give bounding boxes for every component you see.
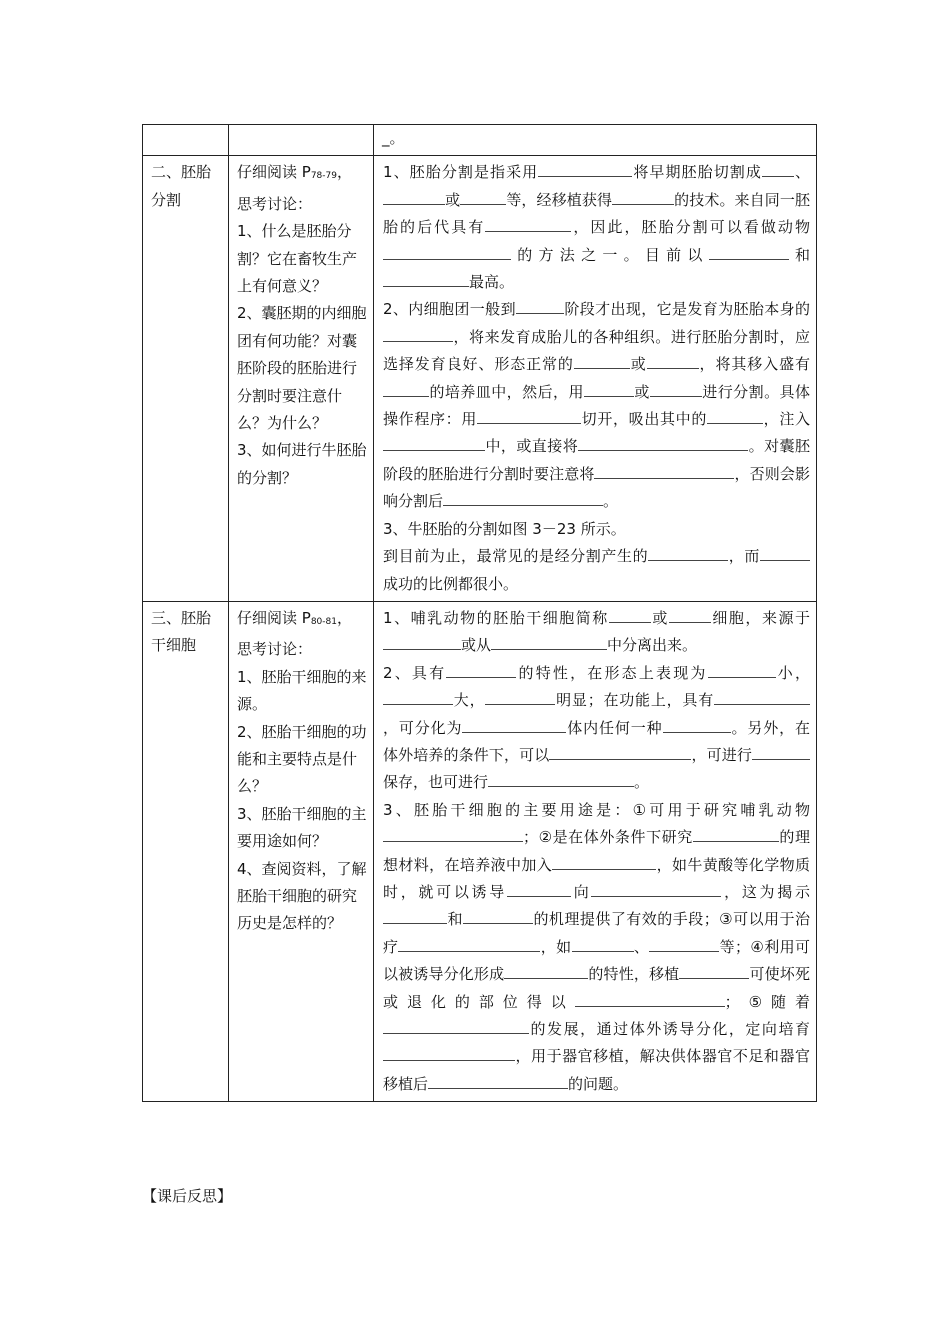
question-item: 4、查阅资料，了解胚胎干细胞的研究历史是怎样的？ bbox=[237, 859, 367, 933]
fill-blank[interactable] bbox=[647, 352, 699, 369]
fill-blank[interactable] bbox=[491, 633, 607, 650]
fill-blank[interactable] bbox=[507, 880, 571, 897]
worksheet-table bbox=[142, 124, 817, 1102]
fill-blank[interactable] bbox=[383, 1044, 515, 1061]
fill-blank[interactable] bbox=[485, 688, 555, 705]
fill-blank[interactable] bbox=[584, 380, 634, 397]
fill-blank[interactable] bbox=[383, 270, 469, 287]
fill-blank[interactable] bbox=[398, 935, 540, 952]
fill-blank[interactable] bbox=[383, 434, 485, 451]
answer-paragraph: 1、胚胎分割是指采用 将早期胚胎切割成 、或 等，经移植获得 的技术。来自同一胚胎的后代具有 ，因此，胚胎分割可以看做动物的方法之一。目前以 和最高。 bbox=[383, 159, 810, 296]
fill-blank[interactable] bbox=[463, 907, 533, 924]
question-item: 2、囊胚期的内细胞团有何功能？对囊胚阶段的胚胎进行分割时要注意什么？为什么？ bbox=[237, 304, 367, 433]
fill-blank[interactable] bbox=[693, 825, 779, 842]
fill-blank[interactable] bbox=[650, 380, 702, 397]
fill-blank[interactable] bbox=[516, 297, 564, 314]
answer-paragraph: 2、具有 的特性，在形态上表现为 小，大， 明显；在功能上，具有，可分化为 体内任何一种 。另外，在体外培养的条件下，可以 ，可进行保存，也可进行 。 bbox=[383, 660, 810, 797]
question-item: 1、什么是胚胎分割？它在畜牧生产上有何意义？ bbox=[237, 222, 358, 296]
fill-blank[interactable] bbox=[485, 215, 571, 232]
fill-blank[interactable] bbox=[575, 990, 725, 1007]
fill-blank[interactable] bbox=[383, 243, 511, 260]
section-title-cell bbox=[143, 156, 229, 602]
fill-blank[interactable] bbox=[460, 188, 506, 205]
fill-blank[interactable] bbox=[446, 661, 516, 678]
reading-instruction: 仔细阅读 $P_{80-81}$， bbox=[237, 608, 352, 627]
discussion-label: 思考讨论： bbox=[237, 194, 313, 213]
fill-blank[interactable] bbox=[578, 434, 748, 451]
fill-blank[interactable] bbox=[428, 1072, 568, 1089]
table-row-embryonic-stem-cells bbox=[143, 601, 817, 1101]
answer-paragraph: 3、牛胚胎的分割如图 3－23 所示。 bbox=[383, 519, 626, 538]
empty-cell bbox=[229, 125, 374, 156]
fill-blank[interactable] bbox=[538, 160, 632, 177]
fill-blank[interactable] bbox=[552, 853, 656, 870]
fill-blank[interactable] bbox=[383, 1017, 529, 1034]
answer-paragraph: 3、胚胎干细胞的主要用途是：①可用于研究哺乳动物；②是在体外条件下研究 的理想材料，在培养液中加入 ，如牛黄酸等化学物质时，就可以诱导 向 ，这为揭示和 的机理提供了有效的手段；③可以用于治疗 ，如 、 等；④利用可以被诱导分化形成 的特性，移植 可使坏死或退化的部位得以 ；⑤随着的发展，通过体外诱导分化，定向培育，用于器官移植，解决供体器官不足和器官移植后 的问题。 bbox=[383, 800, 810, 1093]
fill-blank[interactable] bbox=[707, 407, 763, 424]
fill-blank[interactable] bbox=[648, 544, 728, 561]
question-item: 2、胚胎干细胞的功能和主要特点是什么？ bbox=[237, 722, 367, 796]
fill-blank[interactable] bbox=[549, 743, 691, 760]
reflection-label: 【课后反思】 bbox=[142, 1187, 233, 1205]
fill-blank[interactable] bbox=[383, 325, 453, 342]
fill-blank[interactable] bbox=[504, 962, 588, 979]
fill-blank[interactable] bbox=[383, 188, 445, 205]
fill-blank[interactable] bbox=[574, 352, 630, 369]
question-item: 1、胚胎干细胞的来源。 bbox=[237, 667, 367, 714]
table-row bbox=[143, 125, 817, 156]
reading-instruction: 仔细阅读 $P_{78-79}$， bbox=[237, 163, 352, 182]
fill-blank[interactable] bbox=[572, 935, 634, 952]
section-title: 三、胚胎 bbox=[151, 608, 212, 627]
answer-cell bbox=[374, 156, 817, 602]
fill-blank[interactable] bbox=[679, 962, 749, 979]
fill-blank[interactable] bbox=[443, 489, 603, 506]
fill-blank[interactable] bbox=[760, 544, 810, 561]
answer-paragraph: 2、内细胞团一般到 阶段才出现，它是发育为胚胎本身的，将来发育成胎儿的各种组织。进行胚胎分割时，应选择发育良好、形态正常的 或 ，将其移入盛有的培养皿中，然后，用 或 进行分割。具体操作程序：用 切开，吸出其中的 ，注入中，或直接将 。对囊胚阶段的胚胎进行分割时要注意将 ，否则会影响分割后 。 bbox=[383, 296, 810, 515]
answer-tail: _。 bbox=[382, 129, 405, 147]
question-item: 3、胚胎干细胞的主要用途如何？ bbox=[237, 804, 367, 851]
answer-paragraph: 到目前为止，最常见的是经分割产生的 ，而成功的比例都很小。 bbox=[383, 543, 810, 598]
fill-blank[interactable] bbox=[612, 188, 674, 205]
empty-cell bbox=[143, 125, 229, 156]
fill-blank[interactable] bbox=[714, 688, 810, 705]
fill-blank[interactable] bbox=[591, 880, 721, 897]
section-title-cell bbox=[143, 601, 229, 1101]
fill-blank[interactable] bbox=[383, 380, 429, 397]
section-title: 二、胚胎 bbox=[151, 163, 212, 182]
fill-blank[interactable] bbox=[488, 770, 634, 787]
fill-blank[interactable] bbox=[383, 633, 461, 650]
fill-blank[interactable] bbox=[708, 661, 776, 678]
answer-cell bbox=[374, 125, 817, 156]
answer-cell bbox=[374, 601, 817, 1101]
answer-paragraph: 1、哺乳动物的胚胎干细胞简称 或 细胞，来源于或从 中分离出来。 bbox=[383, 605, 810, 660]
fill-blank[interactable] bbox=[609, 606, 651, 623]
fill-blank[interactable] bbox=[462, 716, 566, 733]
fill-blank[interactable] bbox=[383, 907, 447, 924]
fill-blank[interactable] bbox=[383, 688, 453, 705]
fill-blank[interactable] bbox=[709, 243, 789, 260]
fill-blank[interactable] bbox=[752, 743, 810, 760]
fill-blank[interactable] bbox=[649, 935, 719, 952]
table-row-embryo-splitting bbox=[143, 156, 817, 602]
section-title: 干细胞 bbox=[151, 636, 197, 655]
fill-blank[interactable] bbox=[477, 407, 581, 424]
discussion-label: 思考讨论： bbox=[237, 640, 313, 659]
question-item: 3、如何进行牛胚胎的分割？ bbox=[237, 441, 367, 487]
fill-blank[interactable] bbox=[383, 825, 523, 842]
prompt-cell bbox=[229, 601, 374, 1101]
section-title: 分割 bbox=[151, 190, 182, 209]
fill-blank[interactable] bbox=[762, 160, 794, 177]
fill-blank[interactable] bbox=[669, 606, 711, 623]
fill-blank[interactable] bbox=[663, 716, 731, 733]
fill-blank[interactable] bbox=[594, 462, 734, 479]
prompt-cell bbox=[229, 156, 374, 602]
